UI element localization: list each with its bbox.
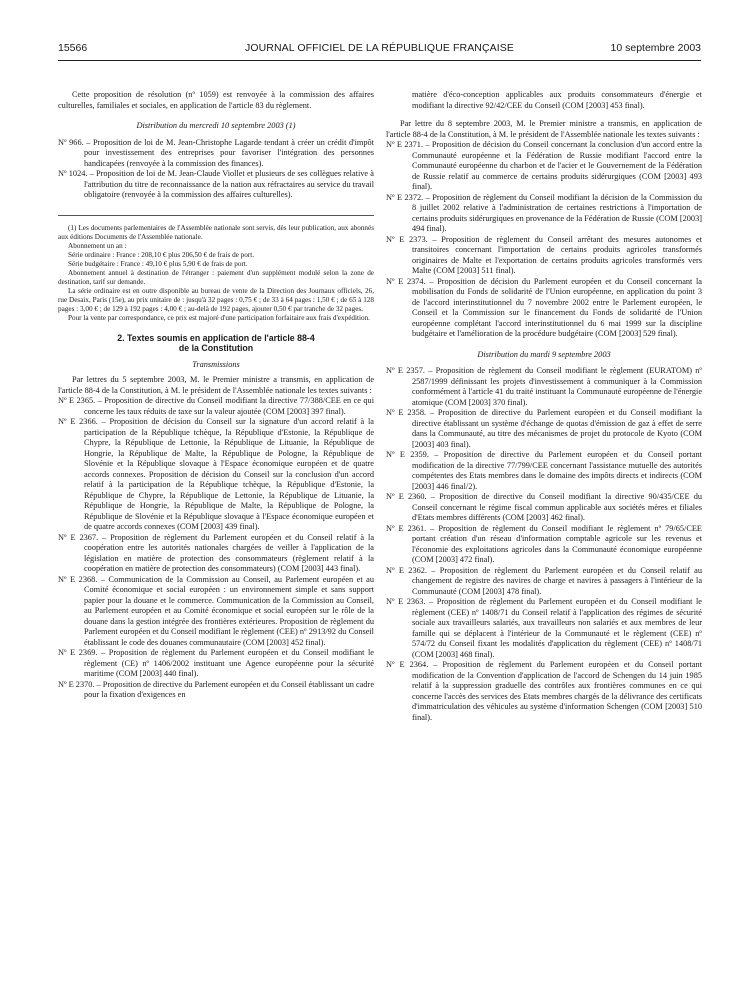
section-subtitle: Transmissions — [192, 359, 240, 369]
footnote-line: Abonnement un an : — [68, 241, 127, 250]
distribution-heading: Distribution du mardi 9 septembre 2003 — [477, 349, 611, 359]
list-item: Nº E 2361. – Proposition de règlement du Conseil modifiant le règlement nº 79/65/CEE portant création d'un réseau d'information comptable agricole sur les revenus et l'économie des exploitations agricoles dans la Communauté économique européenne (COM [2003] 472 final). — [386, 523, 702, 564]
list-item: Nº E 2362. – Proposition de règlement du Parlement européen et du Conseil relatif au changement de registre des navires de charge et navires à passagers à l'intérieur de la Communauté (COM [2003] 478 final). — [386, 565, 702, 596]
letter-intro: Par lettre du 8 septembre 2003, M. le Premier ministre a transmis, en application de l'article 88-4 de la Constitution, à M. le président de l'Assemblée nationale les textes suivants : — [386, 119, 702, 139]
distribution-heading: Distribution du mercredi 10 septembre 2003 (1) — [136, 121, 296, 130]
page-header — [58, 42, 701, 58]
list-item: Nº E 2357. – Proposition de règlement du Conseil modifiant le règlement (EURATOM) nº 2587/1999 définissant les projets d'investissement à communiquer à la Commission conformément à l'article 41 du traité instituant la Communauté européenne de l'énergie atomique (COM [2003] 370 final). — [386, 366, 702, 407]
footnote — [58, 224, 374, 323]
continuation-paragraph: matière d'éco-conception applicables aux produits consommateurs d'énergie et modifiant la directive 92/42/CEE du Conseil (COM [2003] 453 final). — [412, 90, 702, 110]
list-item: Nº E 2364. – Proposition de règlement du Parlement européen et du Conseil portant modification de la Convention d'application de l'accord de Schengen du 14 juin 1985 relatif à la suppression graduelle des contrôles aux frontières communes en ce qui concerne l'accès des services des Etats membres chargés de la délivrance des certificats d'immatriculation des véhicules au système d'information Schengen (COM [2003] 510 final). — [386, 660, 702, 722]
section-title — [58, 333, 374, 354]
list-item: Nº E 2359. – Proposition de directive du Parlement européen et du Conseil portant modification de la directive 77/799/CEE concernant l'assistance mutuelle des autorités compétentes des Etats membres dans le domaine des impôts directs et indirects (COM [2003] 446 final/2). — [386, 450, 702, 491]
list-item: Nº E 2358. – Proposition de directive du Parlement européen et du Conseil modifiant la directive établissant un système d'échange de quotas d'émission de gaz à effet de serre dans la Communauté, au titre des mécanismes de projet du protocole de Kyoto (COM [2003] 403 final). — [386, 408, 702, 449]
list-item: Nº E 2368. – Communication de la Commission au Conseil, au Parlement européen et au Comité économique et social européen : un environnement simple et sans support papier pour la douane et le commerce. Communication de la Commission au Conseil, au Parlement européen et au Comité économique et social européen sur le rôle de la douane dans la gestion intégrée des frontières extérieures. Proposition de règlement du Parlement européen et du Conseil modifiant le règlement (CEE) nº 2913/92 du Conseil établissant le code des douanes communautaire (COM [2003] 452 final). — [58, 574, 374, 647]
footnote-line: La série ordinaire est en outre disponible au bureau de vente de la Direction des Journaux officiels, 26, rue Desaix, Paris (15e), au prix unitaire de : jusqu'à 32 pages : 0,75 € ; de 33 à 64 pages : 1,50 € ; de 65 à 128 pages : 3,00 € ; de 129 à 192 pages : 4,00 € ; au-delà de 192 pages, ajouter 0,50 € par tranche de 32 pages. — [58, 286, 374, 313]
list-item: Nº E 2374. – Proposition de décision du Parlement européen et du Conseil concernant la mobilisation du Fonds de solidarité de l'Union européenne, en application du point 3 de l'accord interinstitutionnel du 7 novembre 2002 entre le Parlement européen, le Conseil et la Commission sur le financement du Fonds de solidarité de l'Union européenne complétant l'accord interinstitutionnel du 6 mai 1999 sur la discipline budgétaire et l'amélioration de la procédure budgétaire (COM [2003] 529 final). — [386, 276, 702, 338]
spacer — [386, 111, 702, 119]
list-item: Nº E 2363. – Proposition de règlement du Parlement européen et du Conseil modifiant le règlement (CEE) nº 1408/71 du Conseil relatif à l'application des régimes de sécurité sociale aux travailleurs salariés, aux travailleurs non salariés et aux membres de leur famille qui se déplacent à l'intérieur de la Communauté et le règlement (CEE) nº 574/72 du Conseil fixant les modalités d'application du règlement (CEE) nº 1408/71 (COM [2003] 468 final). — [386, 597, 702, 659]
list-item: Nº E 2371. – Proposition de décision du Conseil concernant la conclusion d'un accord entre la Communauté européenne et la Fédération de Russie modifiant l'accord entre la Communauté européenne du charbon et de l'acier et le Gouvernement de la Fédération de Russie relatif au commerce de certains produits sidérurgiques (COM [2003] 493 final). — [386, 140, 702, 191]
right-column — [386, 90, 702, 723]
list-item: Nº E 2360. – Proposition de directive du Conseil modifiant la directive 90/435/CEE du Conseil concernant le régime fiscal commun applicable aux sociétés mères et filiales d'Etats membres différents (COM [2003] 462 final). — [386, 492, 702, 522]
left-column — [58, 90, 374, 701]
footnote-line: Série budgétaire : France : 49,10 € plus 5,90 € de frais de port. — [68, 259, 248, 268]
header-rule — [58, 60, 701, 61]
section-title-line: de la Constitution — [178, 343, 254, 353]
transmission-intro: Par lettres du 5 septembre 2003, M. le Premier ministre a transmis, en application de l'article 88-4 de la Constitution, à M. le président de l'Assemblée nationale les textes suivants : — [58, 375, 374, 395]
list-item: Nº E 2365. – Proposition de directive du Conseil modifiant la directive 77/388/CEE en ce qui concerne les taux réduits de taxe sur la valeur ajoutée (COM [2003] 397 final). — [58, 396, 374, 416]
footnote-line: Abonnement annuel à destination de l'étranger : paiement d'un supplément modulé selon la zone de destination, tarif sur demande. — [58, 268, 374, 286]
list-item: Nº 1024. – Proposition de loi de M. Jean-Claude Viollet et plusieurs de ses collègues relative à l'attribution du titre de reconnaissance de la nation aux réfractaires au service du travail obligatoire (renvoyée à la commission des affaires culturelles). — [58, 169, 374, 199]
list-item: Nº E 2372. – Proposition de règlement du Conseil modifiant la décision de la Commission du 8 juillet 2002 relative à l'administration de certaines restrictions à l'importation de certains produits sidérurgiques en provenance de la Fédération de Russie (COM [2003] 494 final). — [386, 192, 702, 233]
journal-title: JOURNAL OFFICIEL DE LA RÉPUBLIQUE FRANÇAISE — [245, 42, 514, 54]
list-item: Nº E 2366. – Proposition de décision du Conseil sur la signature d'un accord relatif à la participation de la République tchèque, la République d'Estonie, la République de Chypre, la République de Lettonie, la République de Lituanie, la République de Hongrie, la République de Malte, la République de Pologne, la République de Slovénie et la République slovaque à l'Espace économique européen et de quatre accords connexes. Proposition de décision du Conseil sur la conclusion d'un accord relatif à la participation de la République tchèque, la République d'Estonie, la République de Chypre, la République de Lettonie, la République de Lituanie, la République de Hongrie, la République de Malte, la République de Pologne, la République de Slovénie et la République slovaque à l'Espace économique européen et de quatre accords connexes (COM [2003] 439 final). — [58, 417, 374, 531]
issue-date: 10 septembre 2003 — [610, 42, 701, 54]
list-item: Nº E 2367. – Proposition de règlement du Parlement européen et du Conseil relatif à la coopération entre les autorités nationales chargées de veiller à l'application de la législation en matière de protection des consommateurs (règlement relatif à la coopération en matière de protection des consommateurs) (COM [2003] 443 final). — [58, 532, 374, 573]
footnote-line: (1) Les documents parlementaires de l'Assemblée nationale sont servis, dès leur publication, aux abonnés aux éditions Documents de l'Assemblée nationale. — [58, 223, 374, 241]
footnote-rule — [58, 215, 374, 216]
list-item: Nº 966. – Proposition de loi de M. Jean-Christophe Lagarde tendant à créer un crédit d'impôt pour investissement des entreprises pour favoriser l'intégration des personnes handicapées (renvoyée à la commission des finances). — [58, 137, 374, 168]
list-item: Nº E 2373. – Proposition de règlement du Conseil arrêtant des mesures autonomes et transitoires concernant l'importation de certains produits agricoles transformés originaires de Malte et l'exportation de certains produits agricoles transformés vers Malte (COM [2003] 511 final). — [386, 234, 702, 275]
footnote-line: Pour la vente par correspondance, ce prix est majoré d'une participation forfaitaire aux frais d'expédition. — [68, 313, 370, 322]
footnote-line: Série ordinaire : France : 208,10 € plus 206,50 € de frais de port. — [68, 250, 255, 259]
section-title-line: 2. Textes soumis en application de l'article 88-4 — [117, 332, 315, 343]
list-item: Nº E 2370. – Proposition de directive du Parlement européen et du Conseil établissant un cadre pour la fixation d'exigences en — [58, 679, 374, 699]
intro-paragraph: Cette proposition de résolution (nº 1059) est renvoyée à la commission des affaires culturelles, familiales et sociales, en application de l'article 83 du règlement. — [58, 90, 374, 110]
page-number: 15566 — [58, 42, 88, 54]
list-item: Nº E 2369. – Proposition de règlement du Parlement européen et du Conseil modifiant le règlement (CE) nº 1406/2002 instituant une Agence européenne pour la sécurité maritime (COM [2003] 440 final). — [58, 648, 374, 678]
